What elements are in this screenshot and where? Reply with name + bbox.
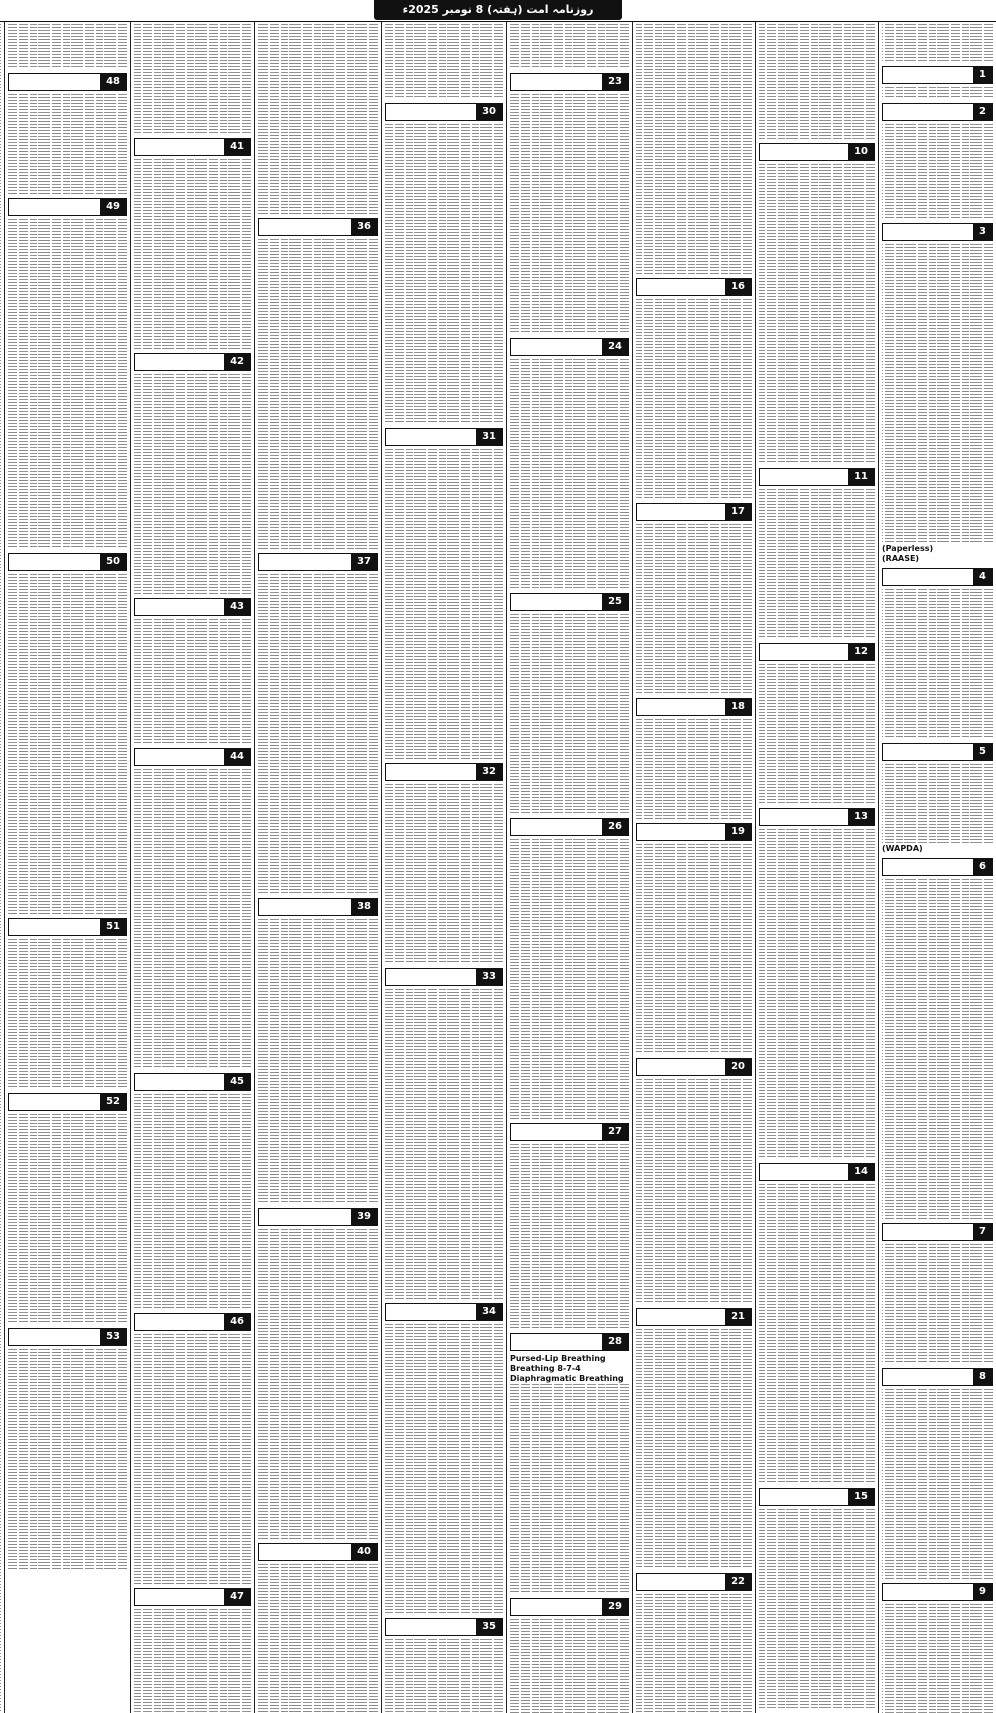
item-number-tag	[134, 1073, 251, 1091]
item-number-tag	[258, 1208, 378, 1226]
article-text	[385, 1639, 503, 1713]
item-number-tag	[258, 218, 378, 236]
item-number-tag	[134, 138, 251, 156]
tag-fill	[883, 859, 973, 875]
tag-fill	[135, 599, 224, 615]
tag-fill	[760, 144, 848, 160]
article-text	[0, 24, 1, 1713]
article-text	[385, 449, 503, 759]
item-number-tag	[882, 743, 993, 761]
item-number-tag	[385, 1303, 503, 1321]
item-number-tag	[258, 1543, 378, 1561]
article-text	[636, 299, 752, 499]
article-text	[510, 1144, 629, 1329]
item-number-tag	[636, 278, 752, 296]
tag-fill	[386, 1619, 476, 1635]
latin-snippet: Breathing 8-7-4	[510, 1364, 629, 1374]
item-number-tag	[510, 593, 629, 611]
tag-fill	[883, 1369, 973, 1385]
item-number-label: 23	[602, 74, 628, 90]
item-number-label: 24	[602, 339, 628, 355]
item-number-label: 46	[224, 1314, 250, 1330]
item-number-label: 15	[848, 1489, 874, 1505]
item-number-label: 2	[973, 104, 992, 120]
item-number-tag	[759, 808, 875, 826]
tag-fill	[637, 1059, 725, 1075]
item-number-tag	[882, 1368, 993, 1386]
tag-fill	[760, 809, 848, 825]
item-number-tag	[8, 553, 127, 571]
item-number-tag	[134, 353, 251, 371]
item-number-label: 45	[224, 1074, 250, 1090]
item-number-tag	[385, 763, 503, 781]
item-number-label: 41	[224, 139, 250, 155]
latin-snippet: Pursed-Lip Breathing	[510, 1354, 629, 1364]
tag-fill	[760, 1164, 848, 1180]
article-text	[510, 359, 629, 589]
item-number-tag	[385, 968, 503, 986]
tag-fill	[760, 469, 848, 485]
article-text	[882, 1389, 993, 1579]
item-number-tag	[882, 223, 993, 241]
item-number-tag	[882, 858, 993, 876]
article-text	[385, 989, 503, 1299]
article-text	[258, 574, 378, 894]
tag-fill	[9, 1094, 100, 1110]
tag-fill	[135, 749, 224, 765]
tag-fill	[883, 224, 973, 240]
item-number-label: 13	[848, 809, 874, 825]
article-text	[882, 87, 993, 99]
item-number-label: 53	[100, 1329, 126, 1345]
article-text	[8, 94, 127, 194]
item-number-tag	[510, 73, 629, 91]
article-text	[8, 939, 127, 1089]
item-number-label: 30	[476, 104, 502, 120]
article-text	[385, 784, 503, 964]
tag-fill	[883, 569, 973, 585]
item-number-label: 7	[973, 1224, 992, 1240]
masthead-title: روزنامہ امت (ہفتہ) 8 نومبر 2025ء	[402, 3, 594, 16]
latin-snippet: (RAASE)	[882, 554, 993, 564]
article-text	[134, 24, 251, 134]
item-number-label: 40	[351, 1544, 377, 1560]
item-number-label: 17	[725, 504, 751, 520]
item-number-tag	[134, 1588, 251, 1606]
tag-fill	[637, 699, 725, 715]
item-number-label: 25	[602, 594, 628, 610]
item-number-label: 26	[602, 819, 628, 835]
item-number-tag	[636, 1573, 752, 1591]
column-3	[632, 22, 755, 1713]
article-text	[134, 1094, 251, 1309]
column-8	[4, 22, 130, 1713]
item-number-tag	[8, 1328, 127, 1346]
column-2	[755, 22, 878, 1713]
item-number-tag	[134, 598, 251, 616]
tag-fill	[511, 74, 602, 90]
item-number-tag	[134, 1313, 251, 1331]
article-text	[385, 124, 503, 424]
article-text	[759, 164, 875, 464]
article-text	[882, 879, 993, 1219]
tag-fill	[637, 1574, 725, 1590]
article-text	[636, 1594, 752, 1713]
item-number-tag	[510, 1123, 629, 1141]
item-number-tag	[759, 643, 875, 661]
item-number-tag	[510, 818, 629, 836]
item-number-label: 8	[973, 1369, 992, 1385]
item-number-tag	[134, 748, 251, 766]
article-text	[882, 244, 993, 544]
tag-fill	[259, 1209, 351, 1225]
item-number-label: 12	[848, 644, 874, 660]
item-number-label: 49	[100, 199, 126, 215]
article-text	[882, 24, 993, 62]
tag-fill	[386, 1304, 476, 1320]
item-number-label: 51	[100, 919, 126, 935]
article-text	[8, 1114, 127, 1324]
tag-fill	[883, 67, 973, 83]
article-text	[636, 844, 752, 1054]
article-text	[8, 574, 127, 914]
article-text	[8, 219, 127, 549]
column-4	[506, 22, 632, 1713]
item-number-tag	[882, 568, 993, 586]
article-text	[759, 829, 875, 1159]
item-number-label: 50	[100, 554, 126, 570]
item-number-tag	[258, 553, 378, 571]
item-number-tag	[8, 73, 127, 91]
article-text	[134, 1334, 251, 1584]
item-number-label: 34	[476, 1304, 502, 1320]
item-number-label: 3	[973, 224, 992, 240]
latin-snippet: Diaphragmatic Breathing	[510, 1374, 629, 1384]
tag-fill	[9, 919, 100, 935]
item-number-tag	[510, 1598, 629, 1616]
item-number-label: 47	[224, 1589, 250, 1605]
item-number-label: 22	[725, 1574, 751, 1590]
item-number-label: 43	[224, 599, 250, 615]
article-text	[882, 589, 993, 739]
article-text	[8, 1349, 127, 1569]
article-text	[385, 24, 503, 99]
item-number-label: 9	[973, 1584, 992, 1600]
article-text	[882, 124, 993, 219]
article-text	[134, 159, 251, 349]
item-number-label: 44	[224, 749, 250, 765]
tag-fill	[259, 219, 351, 235]
item-number-tag	[385, 428, 503, 446]
article-text	[258, 24, 378, 214]
tag-fill	[9, 1329, 100, 1345]
article-text	[510, 614, 629, 814]
tag-fill	[135, 354, 224, 370]
tag-fill	[637, 824, 725, 840]
item-number-label: 14	[848, 1164, 874, 1180]
item-number-label: 10	[848, 144, 874, 160]
tag-fill	[9, 199, 100, 215]
item-number-tag	[8, 918, 127, 936]
masthead	[374, 0, 622, 20]
item-number-label: 11	[848, 469, 874, 485]
item-number-label: 16	[725, 279, 751, 295]
article-text	[636, 719, 752, 819]
item-number-label: 20	[725, 1059, 751, 1075]
item-number-label: 52	[100, 1094, 126, 1110]
tag-fill	[135, 139, 224, 155]
item-number-tag	[636, 503, 752, 521]
article-text	[134, 619, 251, 744]
item-number-tag	[759, 143, 875, 161]
tag-fill	[883, 1224, 973, 1240]
item-number-label: 32	[476, 764, 502, 780]
article-text	[510, 1384, 629, 1594]
tag-fill	[259, 1544, 351, 1560]
item-number-label: 5	[973, 744, 992, 760]
tag-fill	[9, 74, 100, 90]
tag-fill	[511, 819, 602, 835]
item-number-tag	[8, 198, 127, 216]
item-number-tag	[759, 1488, 875, 1506]
tag-fill	[386, 429, 476, 445]
article-text	[510, 839, 629, 1119]
item-number-label: 48	[100, 74, 126, 90]
article-text	[636, 1079, 752, 1304]
item-number-tag	[510, 1333, 629, 1351]
item-number-tag	[258, 898, 378, 916]
tag-fill	[883, 104, 973, 120]
tag-fill	[135, 1589, 224, 1605]
item-number-tag	[385, 103, 503, 121]
article-text	[882, 764, 993, 844]
tag-fill	[883, 1584, 973, 1600]
tag-fill	[259, 554, 351, 570]
article-text	[759, 1509, 875, 1709]
item-number-label: 39	[351, 1209, 377, 1225]
article-text	[636, 1329, 752, 1569]
column-9	[0, 22, 4, 1713]
tag-fill	[259, 899, 351, 915]
tag-fill	[511, 339, 602, 355]
column-6	[254, 22, 381, 1713]
article-text	[258, 1229, 378, 1539]
column-5	[381, 22, 506, 1713]
article-text	[759, 24, 875, 139]
item-number-label: 36	[351, 219, 377, 235]
tag-fill	[511, 1334, 602, 1350]
item-number-tag	[882, 1583, 993, 1601]
article-text	[759, 1184, 875, 1484]
tag-fill	[637, 279, 725, 295]
tag-fill	[883, 744, 973, 760]
item-number-label: 28	[602, 1334, 628, 1350]
column-1	[878, 22, 996, 1713]
column-7	[130, 22, 254, 1713]
item-number-label: 29	[602, 1599, 628, 1615]
item-number-label: 18	[725, 699, 751, 715]
article-text	[882, 1244, 993, 1364]
tag-fill	[511, 1599, 602, 1615]
article-text	[510, 1619, 629, 1713]
latin-snippet: (Paperless)	[882, 544, 993, 554]
item-number-tag	[882, 66, 993, 84]
item-number-tag	[759, 1163, 875, 1181]
item-number-tag	[385, 1618, 503, 1636]
item-number-label: 6	[973, 859, 992, 875]
item-number-tag	[510, 338, 629, 356]
item-number-tag	[636, 1308, 752, 1326]
tag-fill	[760, 644, 848, 660]
item-number-label: 21	[725, 1309, 751, 1325]
tag-fill	[386, 969, 476, 985]
tag-fill	[511, 594, 602, 610]
item-number-tag	[882, 1223, 993, 1241]
tag-fill	[9, 554, 100, 570]
item-number-label: 38	[351, 899, 377, 915]
article-text	[134, 769, 251, 1069]
item-number-label: 33	[476, 969, 502, 985]
latin-snippet: (WAPDA)	[882, 844, 993, 854]
tag-fill	[386, 104, 476, 120]
item-number-label: 37	[351, 554, 377, 570]
article-text	[8, 24, 127, 69]
article-text	[385, 1324, 503, 1614]
tag-fill	[135, 1074, 224, 1090]
article-text	[882, 1604, 993, 1713]
item-number-tag	[636, 823, 752, 841]
item-number-label: 1	[973, 67, 992, 83]
item-number-label: 42	[224, 354, 250, 370]
article-text	[759, 489, 875, 639]
item-number-label: 31	[476, 429, 502, 445]
item-number-tag	[636, 1058, 752, 1076]
tag-fill	[760, 1489, 848, 1505]
item-number-tag	[636, 698, 752, 716]
item-number-tag	[8, 1093, 127, 1111]
item-number-tag	[759, 468, 875, 486]
item-number-label: 19	[725, 824, 751, 840]
tag-fill	[637, 1309, 725, 1325]
article-text	[258, 919, 378, 1204]
article-text	[510, 94, 629, 334]
newspaper-page	[0, 22, 996, 1713]
tag-fill	[386, 764, 476, 780]
article-text	[134, 1609, 251, 1713]
tag-fill	[637, 504, 725, 520]
article-text	[636, 524, 752, 694]
item-number-label: 35	[476, 1619, 502, 1635]
item-number-label: 4	[973, 569, 992, 585]
article-text	[510, 24, 629, 69]
article-text	[134, 374, 251, 594]
article-text	[759, 664, 875, 804]
item-number-tag	[882, 103, 993, 121]
article-text	[258, 239, 378, 549]
item-number-label: 27	[602, 1124, 628, 1140]
tag-fill	[135, 1314, 224, 1330]
article-text	[258, 1564, 378, 1713]
article-text	[636, 24, 752, 274]
tag-fill	[511, 1124, 602, 1140]
